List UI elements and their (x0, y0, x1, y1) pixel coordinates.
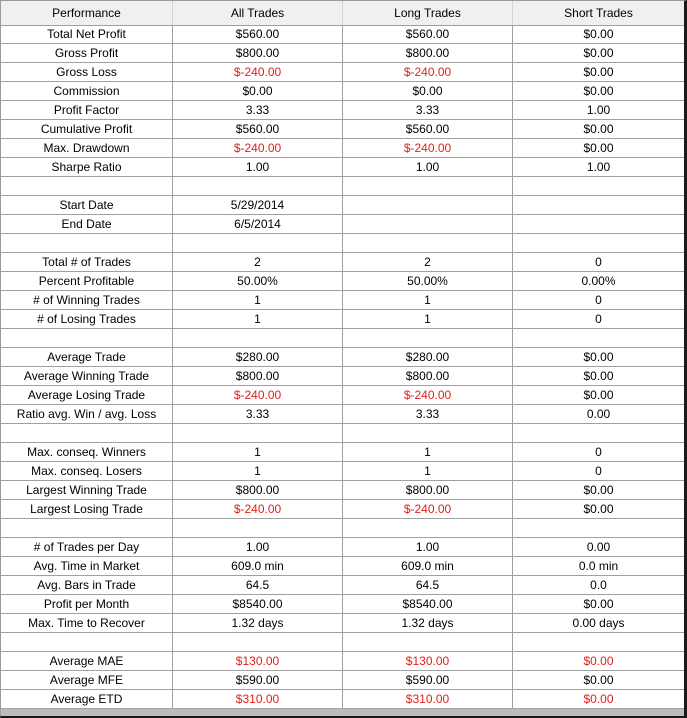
metric-label-cell[interactable]: Profit Factor (1, 101, 173, 119)
value-cell-short-trades[interactable]: 0.0 (590, 578, 607, 592)
value-cell-all-trades[interactable]: $-240.00 (173, 139, 343, 157)
metric-label-cell[interactable]: Average MFE (1, 671, 173, 689)
table-row[interactable] (1, 367, 684, 386)
value-cell-short-trades[interactable]: $0.00 (583, 65, 614, 79)
value-cell-long-trades[interactable]: 1.00 (343, 538, 513, 556)
value-cell-all-trades[interactable]: $-240.00 (173, 63, 343, 81)
value-cell-short-trades[interactable]: $0.00 (583, 141, 614, 155)
metric-label-cell[interactable]: Avg. Bars in Trade (1, 576, 173, 594)
table-row[interactable] (1, 652, 684, 671)
value-cell-all-trades[interactable]: 1.00 (173, 158, 343, 176)
table-row[interactable] (1, 196, 684, 215)
table-row[interactable] (1, 462, 684, 481)
value-cell-short-trades[interactable]: 0 (595, 293, 602, 307)
column-header-long-trades[interactable]: Long Trades (343, 1, 513, 25)
horizontal-scrollbar[interactable] (1, 709, 684, 716)
value-cell-all-trades[interactable] (173, 519, 343, 537)
metric-label-cell[interactable]: Profit per Month (1, 595, 173, 613)
value-cell-long-trades[interactable]: $280.00 (343, 348, 513, 366)
spacer-row[interactable] (1, 329, 684, 348)
value-cell-all-trades[interactable]: $800.00 (173, 367, 343, 385)
value-cell-short-trades[interactable]: 0.00 (586, 540, 611, 554)
value-cell-all-trades[interactable]: $560.00 (173, 25, 343, 43)
metric-label-cell[interactable]: Percent Profitable (1, 272, 173, 290)
value-cell-long-trades[interactable] (343, 424, 513, 442)
value-cell-long-trades[interactable]: $800.00 (343, 44, 513, 62)
value-cell-long-trades[interactable]: $8540.00 (343, 595, 513, 613)
value-cell-long-trades[interactable]: $0.00 (343, 82, 513, 100)
value-cell-long-trades[interactable] (343, 196, 513, 214)
metric-label-cell[interactable]: Largest Winning Trade (1, 481, 173, 499)
value-cell-short-trades[interactable]: $0.00 (583, 692, 614, 706)
table-row[interactable] (1, 82, 684, 101)
value-cell-short-trades[interactable] (513, 215, 684, 233)
table-row[interactable] (1, 557, 684, 576)
value-cell-all-trades[interactable]: 1 (173, 291, 343, 309)
value-cell-long-trades[interactable]: $800.00 (343, 481, 513, 499)
value-cell-long-trades[interactable]: 1.32 days (343, 614, 513, 632)
value-cell-long-trades[interactable] (343, 519, 513, 537)
value-cell-all-trades[interactable]: $130.00 (173, 652, 343, 670)
value-cell-all-trades[interactable] (173, 177, 343, 195)
metric-label-cell[interactable]: Average Losing Trade (1, 386, 173, 404)
value-cell-short-trades[interactable] (513, 177, 684, 195)
metric-label-cell[interactable]: Start Date (1, 196, 173, 214)
metric-label-cell[interactable] (1, 519, 173, 537)
value-cell-all-trades[interactable]: $-240.00 (173, 500, 343, 518)
value-cell-long-trades[interactable]: 1 (343, 291, 513, 309)
metric-label-cell[interactable]: Commission (1, 82, 173, 100)
value-cell-short-trades[interactable]: $0.00 (583, 673, 614, 687)
value-cell-all-trades[interactable]: 609.0 min (173, 557, 343, 575)
value-cell-long-trades[interactable]: 609.0 min (343, 557, 513, 575)
value-cell-all-trades[interactable]: $560.00 (173, 120, 343, 138)
value-cell-short-trades[interactable]: $0.00 (583, 350, 614, 364)
metric-label-cell[interactable]: Avg. Time in Market (1, 557, 173, 575)
value-cell-short-trades[interactable]: 0 (595, 445, 602, 459)
table-row[interactable] (1, 120, 684, 139)
value-cell-all-trades[interactable] (173, 234, 343, 252)
value-cell-all-trades[interactable]: $8540.00 (173, 595, 343, 613)
value-cell-short-trades[interactable] (513, 234, 684, 252)
value-cell-all-trades[interactable]: 1.00 (173, 538, 343, 556)
value-cell-long-trades[interactable]: $130.00 (343, 652, 513, 670)
value-cell-long-trades[interactable]: $800.00 (343, 367, 513, 385)
value-cell-all-trades[interactable]: 2 (173, 253, 343, 271)
value-cell-long-trades[interactable] (343, 177, 513, 195)
table-row[interactable] (1, 158, 684, 177)
column-header-short-trades[interactable]: Short Trades (564, 6, 633, 20)
value-cell-long-trades[interactable]: 1 (343, 462, 513, 480)
table-row[interactable] (1, 671, 684, 690)
value-cell-all-trades[interactable]: $590.00 (173, 671, 343, 689)
value-cell-short-trades[interactable] (513, 424, 684, 442)
value-cell-long-trades[interactable]: 2 (343, 253, 513, 271)
metric-label-cell[interactable] (1, 177, 173, 195)
metric-label-cell[interactable]: Gross Loss (1, 63, 173, 81)
spacer-row[interactable] (1, 234, 684, 253)
table-row[interactable] (1, 101, 684, 120)
table-row[interactable] (1, 272, 684, 291)
metric-label-cell[interactable]: Total Net Profit (1, 25, 173, 43)
table-row[interactable] (1, 291, 684, 310)
metric-label-cell[interactable]: Max. conseq. Losers (1, 462, 173, 480)
value-cell-short-trades[interactable]: $0.00 (583, 369, 614, 383)
value-cell-all-trades[interactable]: $-240.00 (173, 386, 343, 404)
value-cell-short-trades[interactable]: 0 (595, 464, 602, 478)
value-cell-short-trades[interactable]: $0.00 (583, 84, 614, 98)
value-cell-long-trades[interactable]: 50.00% (343, 272, 513, 290)
metric-label-cell[interactable]: Largest Losing Trade (1, 500, 173, 518)
value-cell-all-trades[interactable] (173, 329, 343, 347)
spacer-row[interactable] (1, 424, 684, 443)
value-cell-all-trades[interactable]: 5/29/2014 (173, 196, 343, 214)
value-cell-long-trades[interactable]: $310.00 (343, 690, 513, 708)
table-row[interactable] (1, 500, 684, 519)
value-cell-long-trades[interactable] (343, 234, 513, 252)
value-cell-long-trades[interactable] (343, 633, 513, 651)
value-cell-all-trades[interactable]: 1 (173, 310, 343, 328)
value-cell-short-trades[interactable]: $0.00 (583, 122, 614, 136)
metric-label-cell[interactable]: Ratio avg. Win / avg. Loss (1, 405, 173, 423)
value-cell-all-trades[interactable]: 64.5 (173, 576, 343, 594)
value-cell-all-trades[interactable]: $0.00 (173, 82, 343, 100)
column-header-performance[interactable]: Performance (1, 1, 173, 25)
table-row[interactable] (1, 538, 684, 557)
value-cell-short-trades[interactable] (513, 196, 684, 214)
value-cell-long-trades[interactable]: 3.33 (343, 101, 513, 119)
table-row[interactable] (1, 215, 684, 234)
table-row[interactable] (1, 25, 684, 44)
value-cell-all-trades[interactable]: 1 (173, 443, 343, 461)
value-cell-short-trades[interactable]: $0.00 (583, 27, 614, 41)
table-row[interactable] (1, 44, 684, 63)
metric-label-cell[interactable]: Max. Drawdown (1, 139, 173, 157)
value-cell-short-trades[interactable]: $0.00 (583, 654, 614, 668)
metric-label-cell[interactable] (1, 424, 173, 442)
value-cell-all-trades[interactable]: $310.00 (173, 690, 343, 708)
value-cell-short-trades[interactable]: 0.00% (581, 274, 616, 288)
value-cell-long-trades[interactable]: $-240.00 (343, 63, 513, 81)
value-cell-long-trades[interactable]: 1 (343, 310, 513, 328)
table-row[interactable] (1, 576, 684, 595)
value-cell-long-trades[interactable]: 64.5 (343, 576, 513, 594)
value-cell-all-trades[interactable]: 6/5/2014 (173, 215, 343, 233)
column-header-row (1, 1, 684, 26)
metric-label-cell[interactable]: # of Winning Trades (1, 291, 173, 309)
value-cell-short-trades[interactable]: 0 (595, 312, 602, 326)
metric-label-cell[interactable]: Max. conseq. Winners (1, 443, 173, 461)
value-cell-short-trades[interactable]: $0.00 (583, 388, 614, 402)
metric-label-cell[interactable]: Average Winning Trade (1, 367, 173, 385)
value-cell-long-trades[interactable]: $-240.00 (343, 386, 513, 404)
metric-label-cell[interactable]: Sharpe Ratio (1, 158, 173, 176)
metric-label-cell[interactable]: Average Trade (1, 348, 173, 366)
table-row[interactable] (1, 348, 684, 367)
table-row[interactable] (1, 614, 684, 633)
value-cell-all-trades[interactable]: 3.33 (173, 405, 343, 423)
value-cell-all-trades[interactable]: 1.32 days (173, 614, 343, 632)
performance-table-body (1, 25, 684, 709)
table-row[interactable] (1, 310, 684, 329)
table-row[interactable] (1, 443, 684, 462)
spacer-row[interactable] (1, 177, 684, 196)
value-cell-short-trades[interactable] (513, 329, 684, 347)
table-row[interactable] (1, 481, 684, 500)
table-row[interactable] (1, 405, 684, 424)
value-cell-short-trades[interactable] (513, 633, 684, 651)
value-cell-all-trades[interactable]: $800.00 (173, 481, 343, 499)
column-header-all-trades[interactable]: All Trades (173, 1, 343, 25)
value-cell-short-trades[interactable]: $0.00 (583, 597, 614, 611)
value-cell-long-trades[interactable]: $-240.00 (343, 500, 513, 518)
value-cell-short-trades[interactable] (513, 519, 684, 537)
value-cell-all-trades[interactable] (173, 424, 343, 442)
value-cell-long-trades[interactable]: 1 (343, 443, 513, 461)
value-cell-short-trades[interactable]: 0 (595, 255, 602, 269)
value-cell-long-trades[interactable]: $560.00 (343, 25, 513, 43)
metric-label-cell[interactable]: Total # of Trades (1, 253, 173, 271)
metric-label-cell[interactable] (1, 234, 173, 252)
value-cell-long-trades[interactable] (343, 215, 513, 233)
metric-label-cell[interactable]: End Date (1, 215, 173, 233)
spacer-row[interactable] (1, 633, 684, 652)
value-cell-long-trades[interactable]: 1.00 (343, 158, 513, 176)
table-row[interactable] (1, 595, 684, 614)
metric-label-cell[interactable] (1, 329, 173, 347)
value-cell-short-trades[interactable]: $0.00 (583, 483, 614, 497)
table-row[interactable] (1, 386, 684, 405)
metric-label-cell[interactable] (1, 633, 173, 651)
table-row[interactable] (1, 139, 684, 158)
value-cell-long-trades[interactable]: $560.00 (343, 120, 513, 138)
value-cell-long-trades[interactable]: 3.33 (343, 405, 513, 423)
metric-label-cell[interactable]: Average ETD (1, 690, 173, 708)
metric-label-cell[interactable]: # of Losing Trades (1, 310, 173, 328)
metric-label-cell[interactable]: Max. Time to Recover (1, 614, 173, 632)
value-cell-long-trades[interactable]: $-240.00 (343, 139, 513, 157)
value-cell-short-trades[interactable]: 0.0 min (578, 559, 619, 573)
value-cell-all-trades[interactable]: $800.00 (173, 44, 343, 62)
metric-label-cell[interactable]: # of Trades per Day (1, 538, 173, 556)
value-cell-all-trades[interactable]: 50.00% (173, 272, 343, 290)
metric-label-cell[interactable]: Average MAE (1, 652, 173, 670)
spacer-row[interactable] (1, 519, 684, 538)
value-cell-short-trades[interactable]: 0.00 days (572, 616, 625, 630)
value-cell-all-trades[interactable]: 3.33 (173, 101, 343, 119)
metric-label-cell[interactable]: Cumulative Profit (1, 120, 173, 138)
value-cell-short-trades[interactable]: 0.00 (586, 407, 611, 421)
value-cell-short-trades[interactable]: 1.00 (586, 103, 611, 117)
value-cell-short-trades[interactable]: $0.00 (583, 502, 614, 516)
value-cell-long-trades[interactable]: $590.00 (343, 671, 513, 689)
metric-label-cell[interactable]: Gross Profit (1, 44, 173, 62)
value-cell-long-trades[interactable] (343, 329, 513, 347)
value-cell-all-trades[interactable]: $280.00 (173, 348, 343, 366)
table-row[interactable] (1, 690, 684, 709)
value-cell-all-trades[interactable] (173, 633, 343, 651)
table-row[interactable] (1, 63, 684, 82)
table-row[interactable] (1, 253, 684, 272)
value-cell-all-trades[interactable]: 1 (173, 462, 343, 480)
value-cell-short-trades[interactable]: $0.00 (583, 46, 614, 60)
value-cell-short-trades[interactable]: 1.00 (586, 160, 611, 174)
